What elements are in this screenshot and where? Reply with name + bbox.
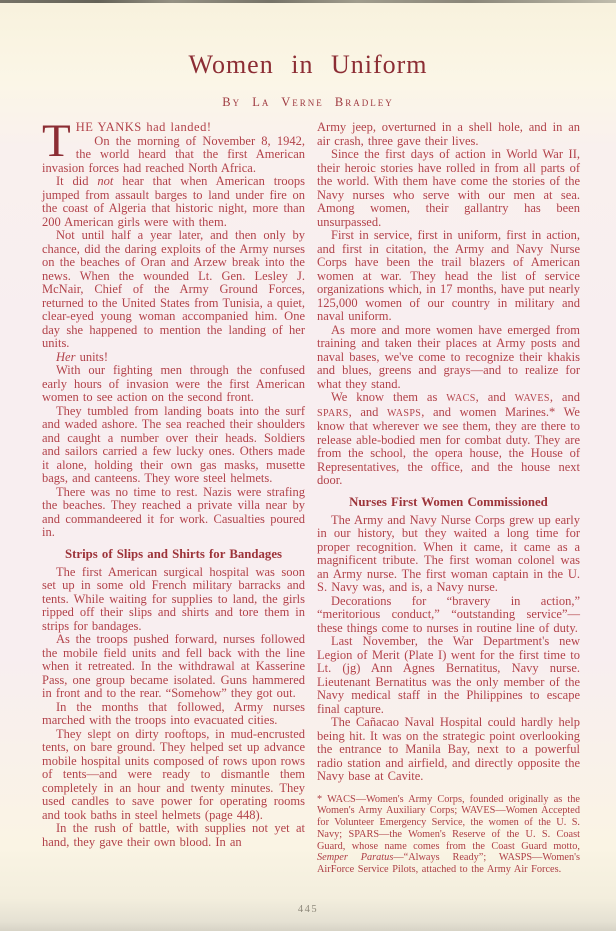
paragraph: Since the first days of action in World War II, their heroic stories have rolled in from all parts of the world. With them have come the stories of the Navy nurses who serve with our men at sea. Among women, their gallantry has been unsurpassed.	[317, 147, 580, 229]
paragraph: As the troops pushed forward, nurses followed the mobile field units and fell back with the line when it retreated. In the withdrawal at Kasserine Pass, one group became isolated. Guns hammered in front and to the rear. “Somehow” they got out.	[42, 632, 305, 700]
section-heading: Strips of Slips and Shirts for Bandages	[65, 546, 282, 561]
paragraph: Her units!	[56, 349, 109, 364]
paragraph: The Army and Navy Nurse Corps grew up early in our history, but they waited a long time for proper recognition. When it came, it came as a magnificent tribute. The first woman colonel was an Army nurse. The first woman captain in the U. S. Navy was, and is, a Navy nurse.	[317, 512, 580, 594]
opening-line: HE YANKS had landed!	[75, 120, 212, 134]
paragraph: It did not hear that when American troops jumped from assault barges to land under fire on the coast of Algeria that historic night, more than 200 American girls were with them.	[42, 174, 305, 229]
italic-run: not	[97, 174, 114, 188]
drop-cap: T	[42, 115, 71, 167]
paragraph: With our fighting men through the confused early hours of invasion were the first American women to see action on the second front.	[42, 363, 305, 404]
page-number: 445	[297, 904, 319, 915]
section-heading: Nurses First Women Commissioned	[349, 494, 548, 509]
article-title: Women in Uniform	[188, 50, 428, 79]
paragraph: Last November, the War Department's new Legion of Merit (Plate I) went for the first time to Lt. (jg) Ann Agnes Bernatitus, Navy nurse. Lieutenant Bernatitus was the only member of the Navy medical staff in the Philippines to escape final capture.	[317, 634, 580, 716]
smallcaps-run: WAVES	[514, 393, 550, 404]
byline: By La Verne Bradley	[222, 95, 394, 109]
paragraph: Decorations for “bravery in action,” “meritorious conduct,” “outstanding service”—these things come to nurses in routine line of duty.	[317, 593, 580, 635]
paragraph: We know them as WACS, and WAVES, and SPARS, and WASPS, and women Marines.* We know that wherever we see them, they are there to release able-bodied men for combat duty. They are from the school, the opera house, the House of Representatives, the office, and the house next door.	[317, 390, 580, 487]
smallcaps-run: SPARS	[317, 407, 349, 419]
paragraph: The Cañacao Naval Hospital could hardly help being hit. It was on the strategic point overlooking the entrance to Manila Bay, next to a powerful radio station and airfield, and directly opposite the Navy base at Cavite.	[317, 715, 580, 783]
paragraph: Army jeep, overturned in a shell hole, and in an air crash, three gave their lives.	[317, 120, 580, 148]
smallcaps-run: WASPS	[387, 407, 422, 419]
paragraph: Not until half a year later, and then only by chance, did the daring exploits of the Army nurses on the beaches of Oran and Arzew break into the news. When the wounded Lt. Gen. Lesley J. McNair, Chief of the Army Ground Forces, returned to the United States from Tunisia, a quiet, clear-eyed young woman accompanied him. One day she happened to mention the landing of her units.	[42, 228, 305, 350]
opening-paragraph: THE YANKS had landed! On the morning of November 8, 1942, the world heard that the first American invasion forces had reached North Africa.	[42, 115, 305, 175]
paragraph: As more and more women have emerged from training and taken their places at Army posts and naval bases, we've come to recognize their khakis and blues, greens and grays—and to realize for what they stand.	[317, 322, 580, 391]
paragraph: There was no time to rest. Nazis were strafing the beaches. They reached a private villa near by and commandeered it for work. Casualties poured in.	[42, 484, 305, 539]
column-right	[317, 121, 580, 911]
article-body	[42, 115, 580, 911]
paragraph: In the months that followed, Army nurses marched with the troops into evacuated cities.	[42, 699, 305, 727]
smallcaps-run: WACS	[446, 393, 476, 404]
paragraph: They tumbled from landing boats into the surf and waded ashore. The sea reached their shoulders and caught a number over their heads. Soldiers and sailors carried a few lucky ones. Others made it alone, holding their own gas masks, musette bags, and canteens. They wore steel helmets.	[42, 403, 305, 485]
paragraph: In the rush of battle, with supplies not yet at hand, they gave their own blood. In an	[42, 821, 305, 849]
footnote: * WACS—Women's Army Corps, founded originally as the Women's Army Auxiliary Corps; WAVES—Women Accepted for Volunteer Emergency Service, the women of the U. S. Navy; SPARS—the Women's Reserve of the U. S. Coast Guard, whose name comes from the Coast Guard motto, Semper Paratus—“Always Ready”; WASPS—Women's AirForce Service Pilots, attached to the Army Air Forces.	[317, 793, 580, 876]
scan-edge-shadow	[0, 0, 616, 3]
column-left	[42, 115, 305, 911]
italic-run: Her	[56, 349, 76, 364]
paragraph: The first American surgical hospital was soon set up in some old French military barracks and tents. While waiting for supplies to land, the girls ripped off their slips and shirts and tore them in strips for bandages.	[42, 564, 305, 633]
italic-run: Semper Paratus	[317, 852, 394, 864]
paragraph: First in service, first in uniform, first in action, and first in citation, the Army and Navy Nurse Corps have been the trail blazers of American women at war. They head the list of service organizations which, in 17 months, have put nearly 125,000 women of our country in military and naval uniform.	[317, 228, 580, 323]
paragraph: They slept on dirty rooftops, in mud-encrusted tents, on bare ground. They helped set up advance mobile hospital units composed of rows upon rows of tents—and were ready to dismantle them completely in an hour and twenty minutes. They used candles to save power for operating rooms and took baths in steel helmets (page 448).	[42, 726, 305, 822]
